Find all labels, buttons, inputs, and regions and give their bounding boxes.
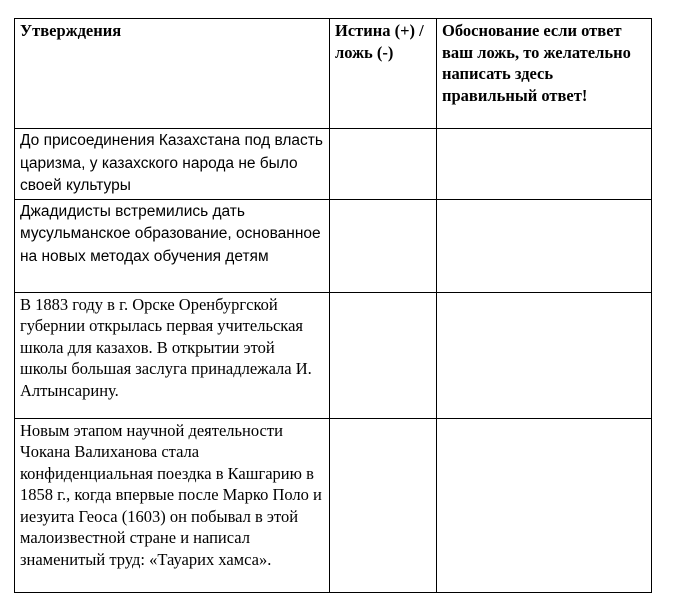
table-header-row [15, 19, 652, 129]
statement-cell: Новым этапом научной деятельности Чокана Валиханова стала конфиденциальная поездка в Кашгарию в 1858 г., когда впервые после Марко Поло и иезуита Геоса (1603) он побывал в этой малоизвестной стране и написал знаменитый труд: «Тауарих хамса». [15, 418, 330, 592]
true-false-table [14, 18, 652, 593]
header-true-false: Истина (+) / ложь (-) [330, 19, 437, 129]
justification-cell[interactable] [437, 129, 652, 200]
truth-cell[interactable] [330, 292, 437, 418]
table-row [15, 292, 652, 418]
truth-cell[interactable] [330, 418, 437, 592]
header-justification: Обоснование если ответ ваш ложь, то желательно написать здесь правильный ответ! [437, 19, 652, 129]
truth-cell[interactable] [330, 129, 437, 200]
table-row [15, 199, 652, 292]
header-statements: Утверждения [15, 19, 330, 129]
justification-cell[interactable] [437, 418, 652, 592]
statement-cell: До присоединения Казахстана под власть царизма, у казахского народа не было своей культуры [15, 129, 330, 200]
statement-cell: Джадидисты встремились дать мусульманское образование, основанное на новых методах обучения детям [15, 199, 330, 292]
truth-cell[interactable] [330, 199, 437, 292]
justification-cell[interactable] [437, 199, 652, 292]
statement-cell: В 1883 году в г. Орске Оренбургской губернии открылась первая учительская школа для казахов. В открытии этой школы большая заслуга принадлежала И. Алтынсарину. [15, 292, 330, 418]
table-row [15, 129, 652, 200]
table-row [15, 418, 652, 592]
justification-cell[interactable] [437, 292, 652, 418]
